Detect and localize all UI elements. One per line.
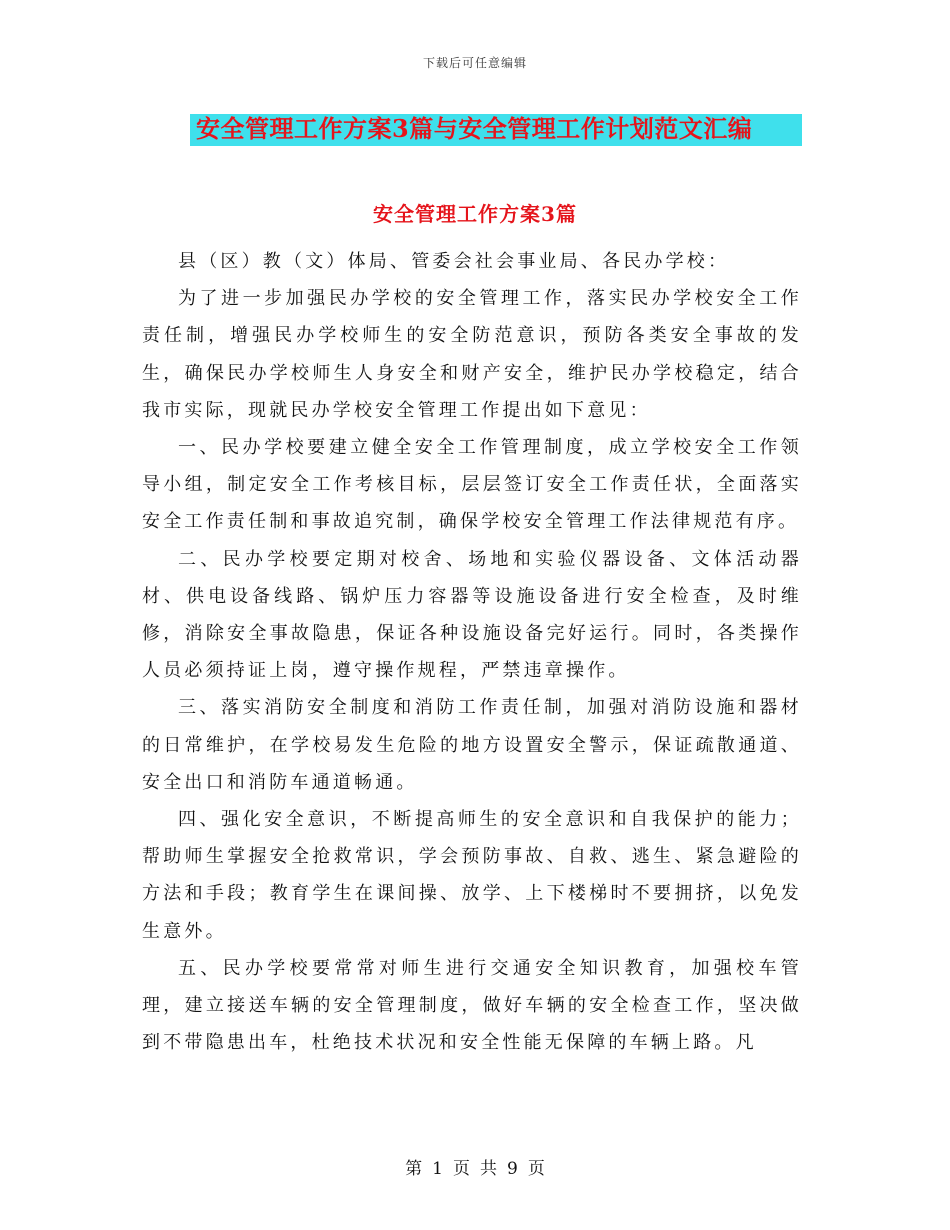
footer-page-number: 1 [432, 1159, 443, 1179]
footer-total-pages: 9 [507, 1159, 518, 1179]
footer-total-unit: 页 [527, 1159, 545, 1179]
footer-total-prefix: 共 [480, 1159, 497, 1179]
paragraph: 为了进一步加强民办学校的安全管理工作，落实民办学校安全工作责任制，增强民办学校师生的安全防范意识，预防各类安全事故的发生，确保民办学校师生人身安全和财产安全，维护民办学校稳定，结合我市实际，现就民办学校安全管理工作提出如下意见： [142, 288, 802, 421]
header-note: 下载后可任意编辑 [422, 56, 527, 70]
footer-page-prefix: 第 [405, 1159, 423, 1179]
main-title: 安全管理工作方案3篇与安全管理工作计划范文汇编 [196, 114, 753, 143]
footer-page-unit: 页 [453, 1159, 470, 1179]
page-footer [0, 1154, 950, 1179]
paragraph: 一、民办学校要建立健全安全工作管理制度，成立学校安全工作领导小组，制定安全工作考核目标，层层签订安全工作责任状，全面落实安全工作责任制和事故追究制，确保学校安全管理工作法律规范有序。 [142, 437, 802, 533]
paragraph: 三、落实消防安全制度和消防工作责任制，加强对消防设施和器材的日常维护，在学校易发生危险的地方设置安全警示，保证疏散通道、安全出口和消防车通道畅通。 [142, 697, 802, 793]
paragraph: 五、民办学校要常常对师生进行交通安全知识教育，加强校车管理，建立接送车辆的安全管理制度，做好车辆的安全检查工作，坚决做到不带隐患出车，杜绝技术状况和安全性能无保障的车辆上路。凡 [142, 957, 802, 1054]
paragraph: 四、强化安全意识，不断提高师生的安全意识和自我保护的能力；帮助师生掌握安全抢救常识，学会预防事故、自救、逃生、紧急避险的方法和手段；教育学生在课间操、放学、上下楼梯时不要拥挤，以免发生意外。 [142, 809, 802, 942]
paragraph-salutation: 县（区）教（文）体局、管委会社会事业局、各民办学校： [178, 251, 730, 272]
document-body [142, 243, 802, 1061]
paragraph: 二、民办学校要定期对校舍、场地和实验仪器设备、文体活动器材、供电设备线路、锅炉压力容器等设施设备进行安全检查，及时维修，消除安全事故隐患，保证各种设施设备完好运行。同时，各类操作人员必须持证上岗，遵守操作规程，严禁违章操作。 [142, 548, 802, 682]
section-title: 安全管理工作方案3篇 [373, 202, 577, 226]
